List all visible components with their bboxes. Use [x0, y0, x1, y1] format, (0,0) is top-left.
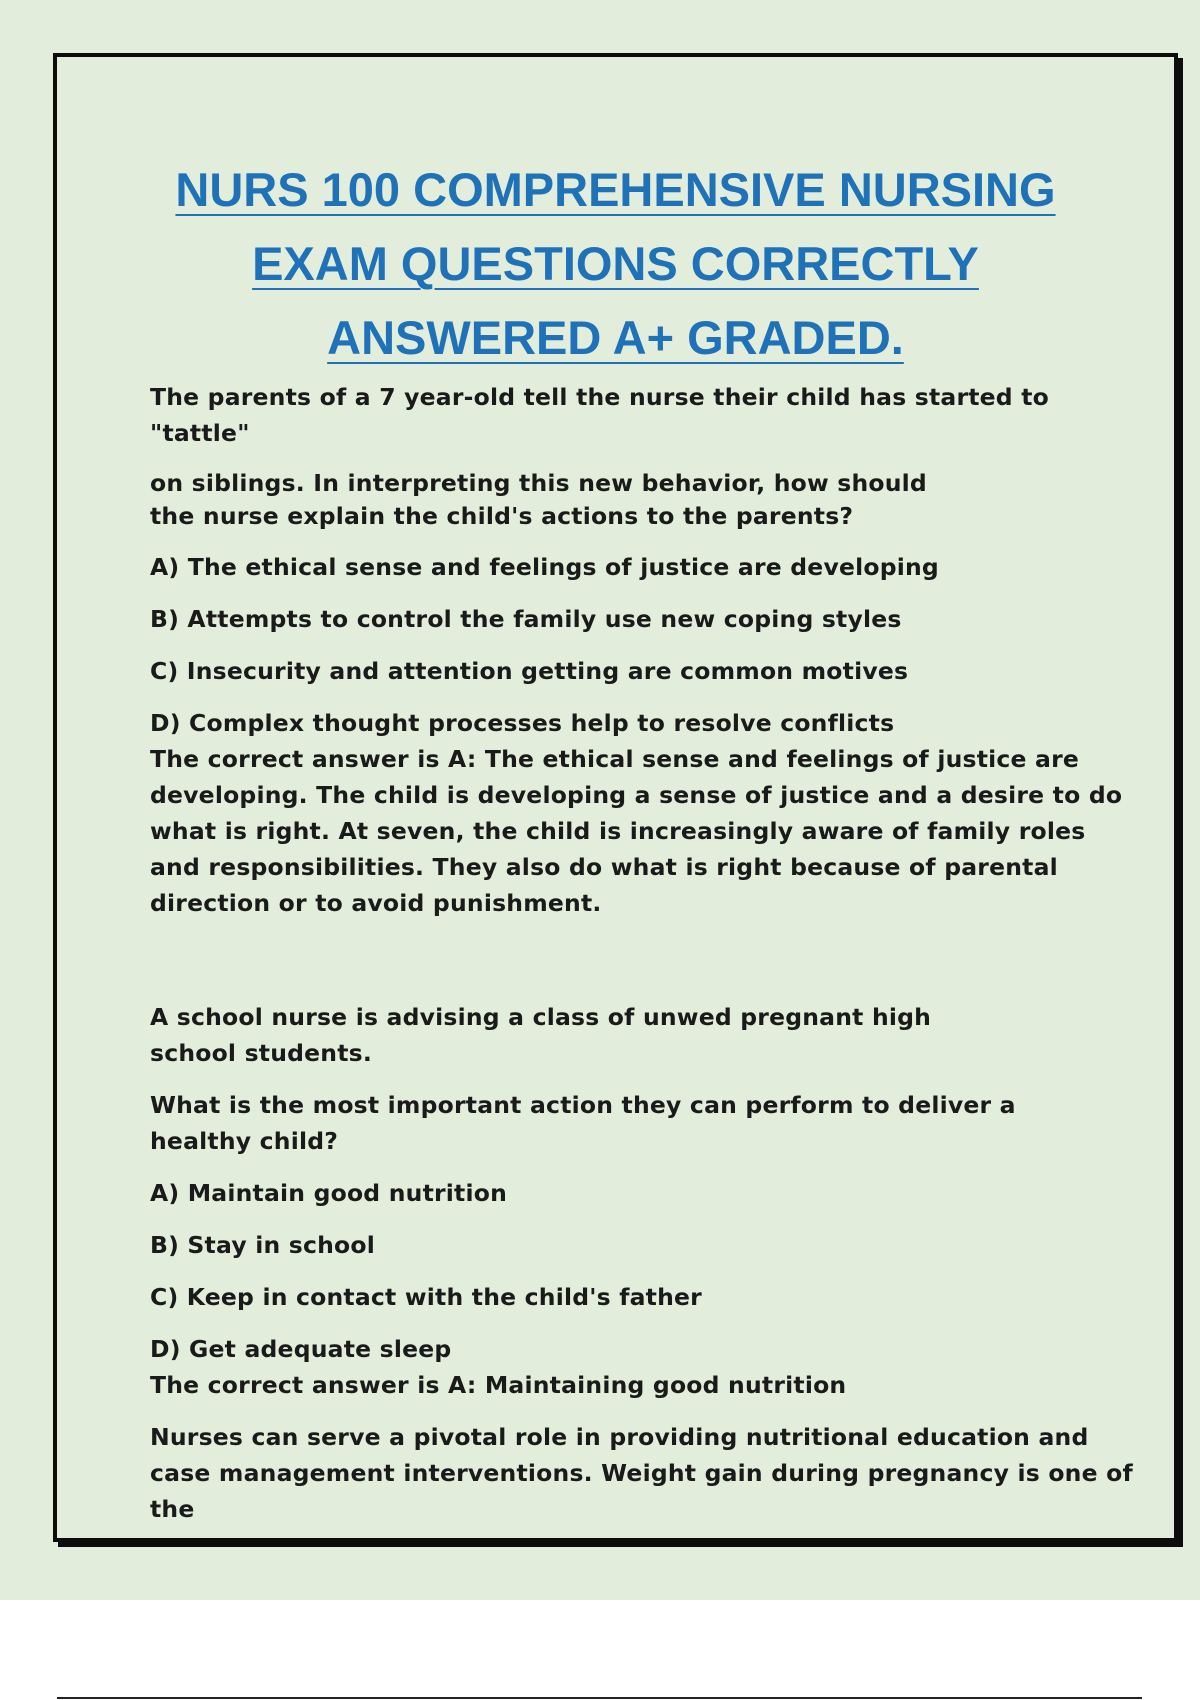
question-1-answer: The correct answer is A: The ethical sense and feelings of justice are developing. The child is developing a sense of justice and a desire to do what is right. At seven, the child is increasingly aware of family roles and responsibilities. They also do what is right because of parental direction or to avoid punishment. — [150, 745, 1123, 917]
document-body — [150, 379, 1140, 1527]
question-2-answer: The correct answer is A: Maintaining good nutrition — [150, 1371, 847, 1399]
document-title — [57, 153, 1174, 375]
title-line-3: ANSWERED A+ GRADED. — [327, 311, 904, 364]
question-2-option-c: C) Keep in contact with the child's father — [150, 1283, 702, 1311]
question-1-option-d: D) Complex thought processes help to resolve conflicts — [150, 709, 895, 737]
question-2-explanation: Nurses can serve a pivotal role in providing nutritional education and case management interventions. Weight gain during pregnancy is one of the — [150, 1423, 1133, 1523]
question-1-option-b: B) Attempts to control the family use new coping styles — [150, 605, 902, 633]
question-2-intro: A school nurse is advising a class of unwed pregnant high school students. — [150, 1003, 932, 1067]
title-line-1: NURS 100 COMPREHENSIVE NURSING — [175, 163, 1056, 216]
question-2-option-b: B) Stay in school — [150, 1231, 375, 1259]
question-2-stem: What is the most important action they can perform to deliver a healthy child? — [150, 1091, 1016, 1155]
question-1-stem-line-1: The parents of a 7 year-old tell the nurse their child has started to "tattle" — [150, 383, 1049, 447]
title-line-2: EXAM QUESTIONS CORRECTLY — [252, 237, 979, 290]
question-2-option-a: A) Maintain good nutrition — [150, 1179, 508, 1207]
document-frame — [53, 53, 1178, 1542]
question-1-option-c: C) Insecurity and attention getting are common motives — [150, 657, 909, 685]
question-2-option-d: D) Get adequate sleep — [150, 1335, 452, 1363]
question-1-stem-line-2: on siblings. In interpreting this new behavior, how should the nurse explain the child's actions to the parents? — [150, 469, 927, 530]
page-divider — [57, 1697, 1142, 1699]
question-1-option-a: A) The ethical sense and feelings of justice are developing — [150, 553, 939, 581]
